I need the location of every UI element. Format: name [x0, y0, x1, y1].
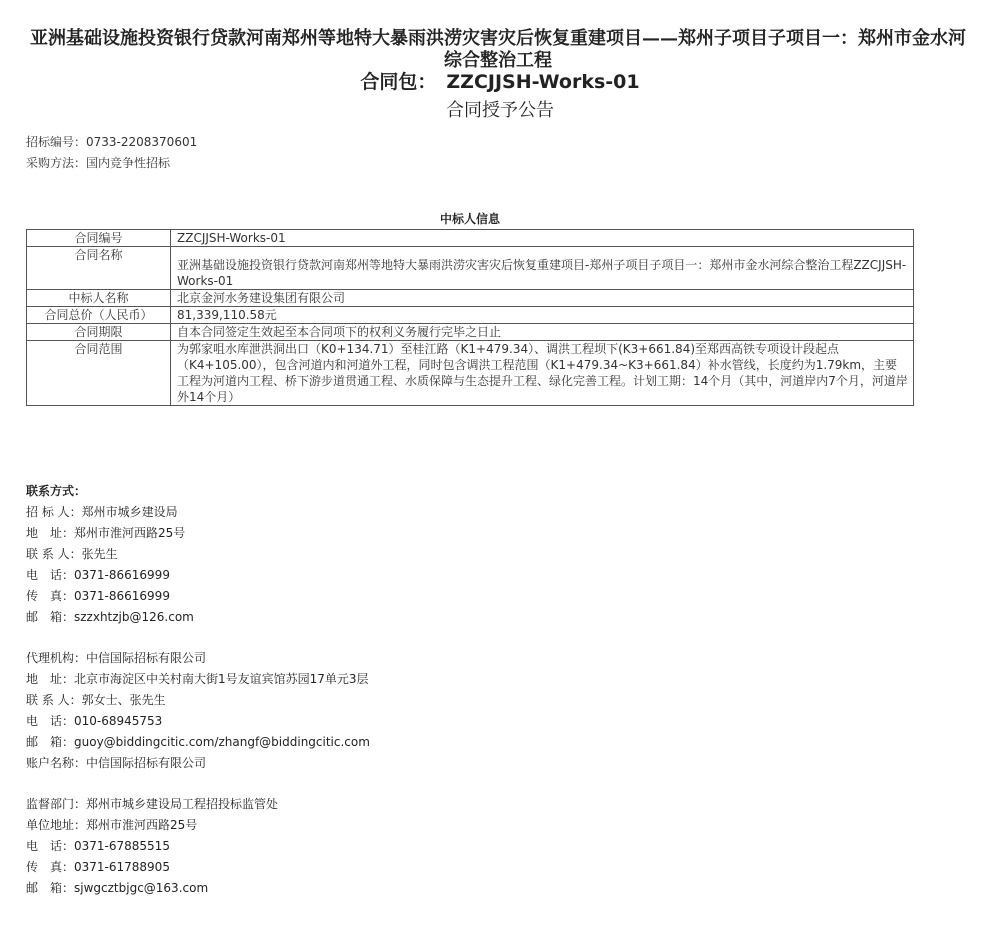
project-title: 亚洲基础设施投资银行贷款河南郑州等地特大暴雨洪涝灾害灾后恢复重建项目——郑州子项目子项目一：郑州市金水河综合整治工程 [30, 28, 966, 71]
agency-contact-person: 联 系 人：郭女士、张先生 [26, 693, 166, 707]
agency-name: 代理机构：中信国际招标有限公司 [26, 651, 207, 665]
tenderer-address: 地 址：郑州市淮河西路25号 [26, 526, 186, 540]
bid-number: 招标编号：0733-2208370601 [26, 135, 198, 149]
row-value: 亚洲基础设施投资银行贷款河南郑州等地特大暴雨洪涝灾害灾后恢复重建项目-郑州子项目子项目一：郑州市金水河综合整治工程ZZCJJSH-Works-01 [171, 247, 914, 290]
tenderer-email: 邮 箱：szzxhtzjb@126.com [26, 610, 194, 624]
supervisor-address: 单位地址：郑州市淮河西路25号 [26, 818, 198, 832]
agency-address: 地 址：北京市海淀区中关村南大街1号友谊宾馆苏园17单元3层 [26, 672, 369, 686]
supervisor-email: 邮 箱：sjwgcztbjgc@163.com [26, 881, 209, 895]
tenderer-contact-person: 联 系 人：张先生 [26, 547, 118, 561]
row-value: 北京金河水务建设集团有限公司 [171, 290, 914, 307]
table-row [27, 324, 914, 341]
contacts-heading: 联系方式： [26, 484, 87, 498]
table-row [27, 307, 914, 324]
contract-package [0, 70, 988, 94]
package-label: 合同包： [360, 71, 437, 93]
table-row [27, 230, 914, 247]
row-value: 自本合同签定生效起至本合同项下的权利义务履行完毕之日止 [171, 324, 914, 341]
agency-phone: 电 话：010-68945753 [26, 714, 163, 728]
procurement-method: 采购方法：国内竞争性招标 [26, 156, 171, 170]
package-code: ZZCJJSH-Works-01 [446, 71, 640, 93]
agency-account-name: 账户名称：中信国际招标有限公司 [26, 756, 207, 770]
supervisor-fax: 传 真：0371-61788905 [26, 860, 170, 874]
table-row [27, 341, 914, 406]
supervisor-dept: 监督部门：郑州市城乡建设局工程招投标监管处 [26, 797, 279, 811]
row-value: 81,339,110.58元 [171, 307, 914, 324]
row-label: 中标人名称 [27, 290, 171, 307]
agency-email: 邮 箱：guoy@biddingcitic.com/zhangf@biddingcitic.com [26, 735, 370, 749]
winner-section-title: 中标人信息 [439, 212, 500, 226]
row-value: 为郭家咀水库泄洪洞出口（K0+134.71）至桂江路（K1+479.34）、调洪工程坝下(K3+661.84)至郑西高铁专项设计段起点（K4+105.00），包含河道内和河道外工程，同时包含调洪工程范围（K1+479.34~K3+661.84）补水管线，长度约为1.79km，主要工程为河道内工程、桥下游步道贯通工程、水质保障与生态提升工程、绿化完善工程。计划工期：14个月（其中，河道岸内7个月，河道岸外14个月） [171, 341, 914, 406]
tenderer-name: 招 标 人：郑州市城乡建设局 [26, 505, 178, 519]
row-label: 合同期限 [27, 324, 171, 341]
supervisor-phone: 电 话：0371-67885515 [26, 839, 170, 853]
row-value: ZZCJJSH-Works-01 [171, 230, 914, 247]
tenderer-fax: 传 真：0371-86616999 [26, 589, 170, 603]
row-label: 合同名称 [27, 247, 171, 290]
tenderer-phone: 电 话：0371-86616999 [26, 568, 170, 582]
row-label: 合同总价（人民币） [27, 307, 171, 324]
row-label: 合同编号 [27, 230, 171, 247]
table-row [27, 247, 914, 290]
row-label: 合同范围 [27, 341, 171, 406]
notice-title: 合同授予公告 [446, 100, 554, 121]
table-row [27, 290, 914, 307]
winner-info-table [26, 229, 914, 406]
